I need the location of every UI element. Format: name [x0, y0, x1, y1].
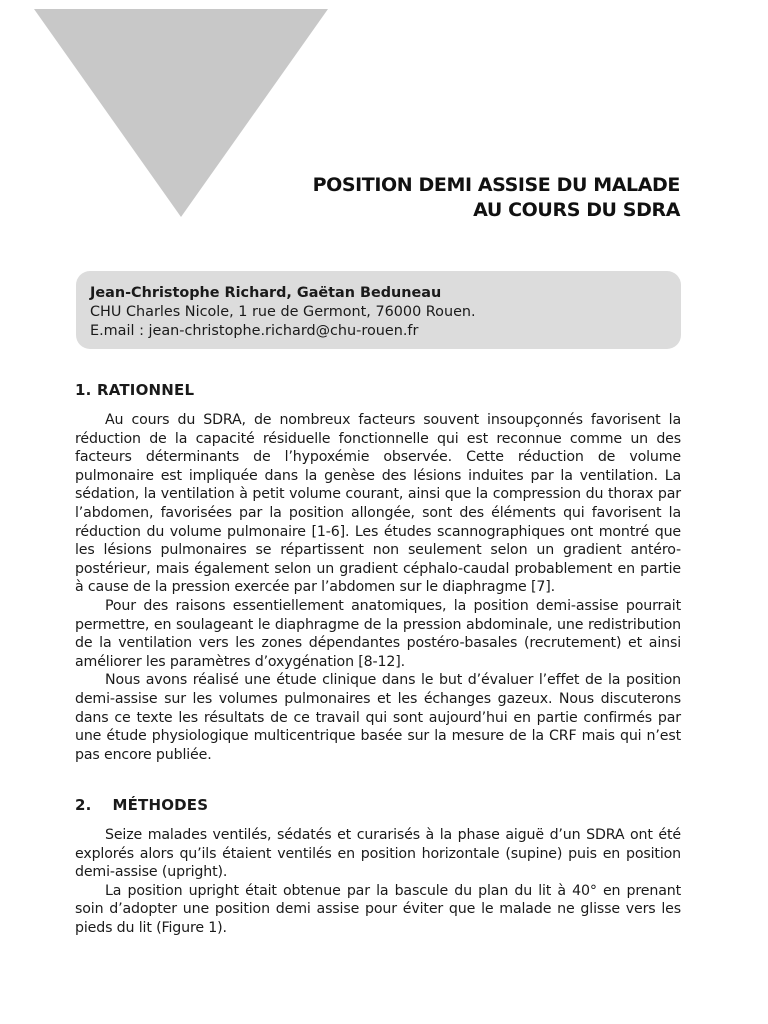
author-email: E.mail : jean-christophe.richard@chu-rouen.fr	[90, 323, 419, 339]
section-number: 2.	[75, 796, 92, 814]
title-line-2: AU COURS DU SDRA	[473, 199, 680, 221]
title-line-1: POSITION DEMI ASSISE DU MALADE	[312, 174, 680, 196]
section-body-rationnel	[75, 411, 681, 764]
author-names: Jean-Christophe Richard, Gaëtan Beduneau	[90, 285, 442, 301]
paragraph: Nous avons réalisé une étude clinique dans le but d’évaluer l’effet de la position demi-assise sur les volumes pulmonaires et les échanges gazeux. Nous discuterons dans ce texte les résultats de ce travail qui sont aujourd’hui en partie confirmés par une étude physiologique multicentrique basée sur la mesure de la CRF mais qui n’est pas encore publiée.	[75, 672, 681, 763]
author-affiliation: CHU Charles Nicole, 1 rue de Germont, 76000 Rouen.	[90, 304, 476, 320]
page-title	[313, 173, 680, 223]
paragraph: Au cours du SDRA, de nombreux facteurs souvent insoupçonnés favorisent la réduction de la capacité résiduelle fonctionnelle qui est reconnue comme un des facteurs déterminants de l’hypoxémie observée. Cette réduction de volume pulmonaire est impliquée dans la genèse des lésions induites par la ventilation. La sédation, la ventilation à petit volume courant, ainsi que la compression du thorax par l’abdomen, favorisées par la position allongée, sont des éléments qui favorisent la réduction du volume pulmonaire [1-6]. Les études scannographiques ont montré que les lésions pulmonaires se répartissent non seulement selon un gradient antéro-postérieur, mais également selon un gradient céphalo-caudal probablement en partie à cause de la pression exercée par l’abdomen sur le diaphragme [7].	[75, 412, 681, 596]
paragraph: Pour des raisons essentiellement anatomiques, la position demi-assise pourrait permettre, en soulageant le diaphragme de la pression abdominale, une redistribution de la ventilation vers les zones dépendantes postéro-basales (recrutement) et ainsi améliorer les paramètres d’oxygénation [8-12].	[75, 597, 681, 670]
section-number: 1.	[75, 381, 92, 399]
section-heading-methodes	[75, 796, 208, 814]
section-heading-rationnel	[75, 381, 194, 399]
paragraph: Seize malades ventilés, sédatés et curarisés à la phase aiguë d’un SDRA ont été explorés alors qu’ils étaient ventilés en position horizontale (supine) puis en position demi-assise (upright).	[75, 827, 681, 881]
author-box	[76, 271, 681, 349]
paragraph: La position upright était obtenue par la bascule du plan du lit à 40° en prenant soin d’adopter une position demi assise pour éviter que le malade ne glisse vers les pieds du lit (Figure 1).	[75, 882, 681, 936]
section-title: MÉTHODES	[112, 796, 209, 814]
section-body-methodes	[75, 826, 681, 938]
decorative-triangle	[34, 9, 328, 217]
section-title: RATIONNEL	[96, 381, 195, 399]
